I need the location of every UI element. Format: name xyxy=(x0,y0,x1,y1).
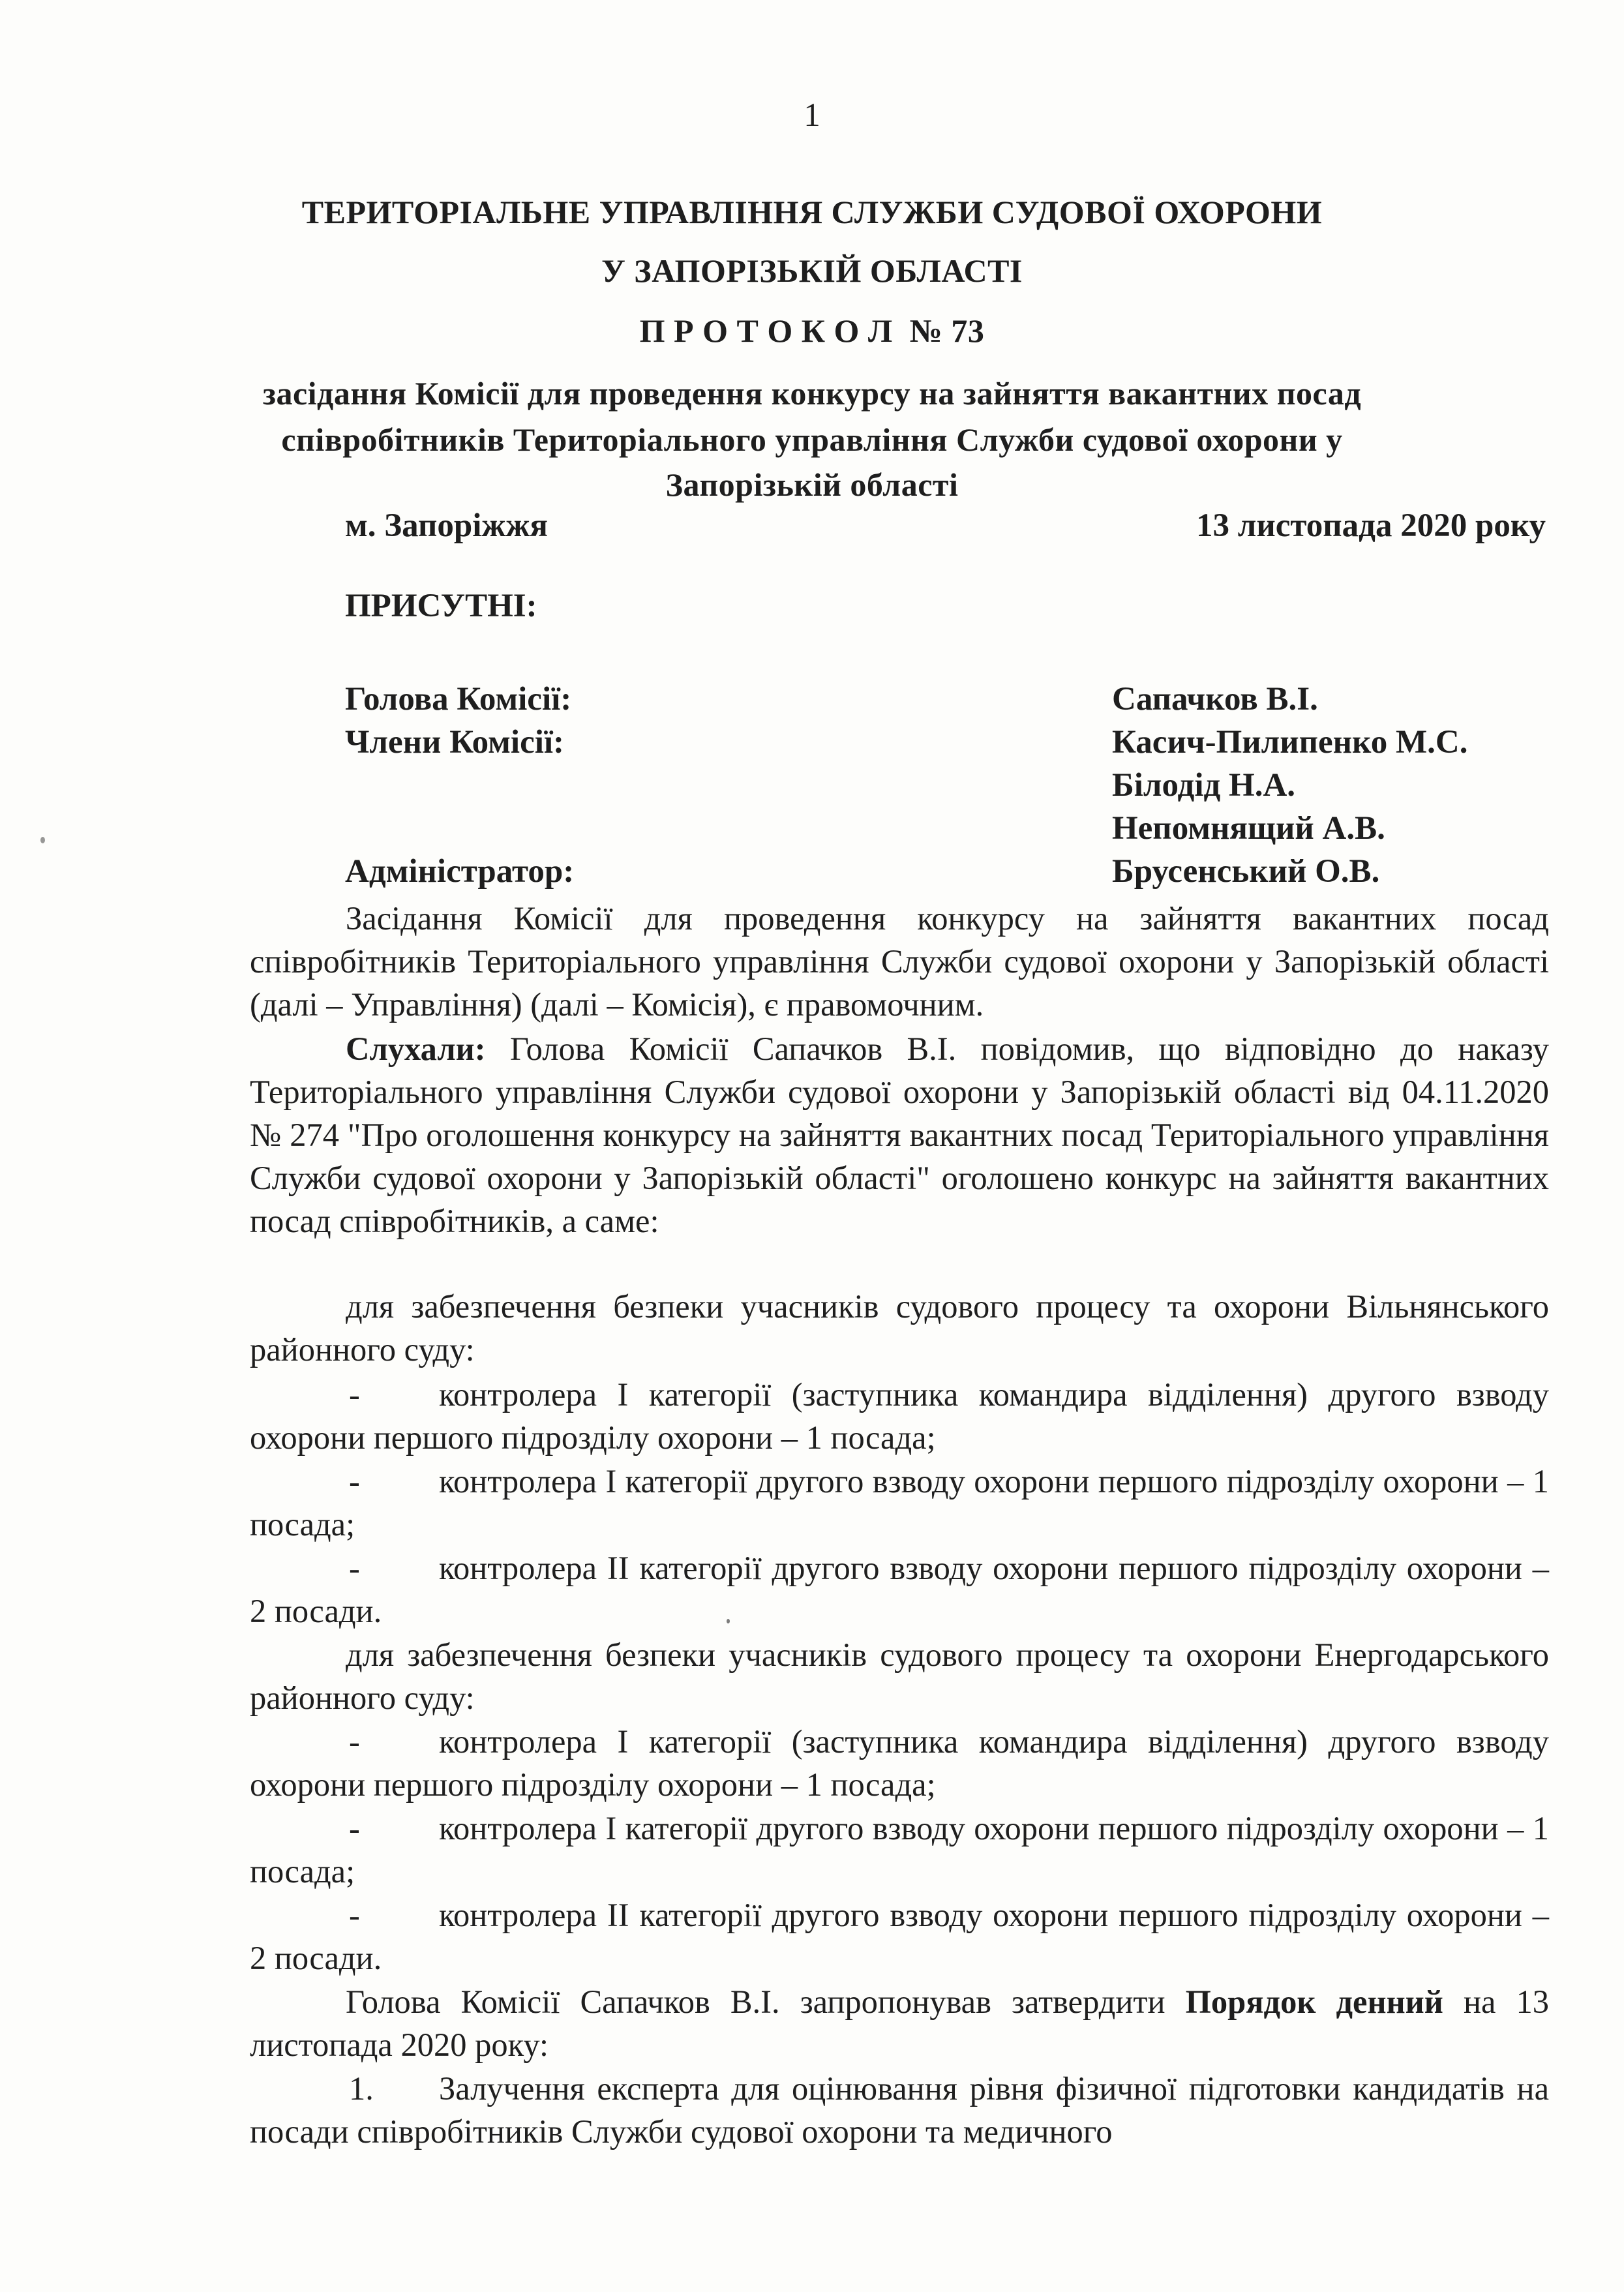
agenda-proposal: Голова Комісії Сапачков В.І. запропонував затвердити Порядок денний на 13 листопада 2020 року: xyxy=(250,1983,1549,2063)
agenda-item-number: 1. xyxy=(349,2070,374,2107)
court1-intro: для забезпечення безпеки учасників судового процесу та охорони Вільнянського районного суду: xyxy=(250,1288,1549,1368)
protocol-title: П Р О Т О К О Л № 73 xyxy=(639,312,985,349)
scan-speck xyxy=(40,837,45,843)
member-name: Білодід Н.А. xyxy=(1112,767,1296,804)
court1-list-item: - контролера І категорії (заступника командира відділення) другого взводу охорони першого підрозділу охорони – 1 посада; xyxy=(250,1376,1549,1456)
subject-line3: Запорізькій області xyxy=(665,466,959,503)
court1-list-item: - контролера ІІ категорії другого взводу охорони першого підрозділу охорони – 2 посади. xyxy=(250,1550,1549,1629)
chair-label: Голова Комісії: xyxy=(345,681,572,717)
heard-label: Слухали: xyxy=(346,1031,486,1067)
agenda-label: Порядок денний xyxy=(1185,1983,1443,2020)
admin-name: Брусенський О.В. xyxy=(1112,853,1380,890)
quorum-paragraph: Засідання Комісії для проведення конкурсу на зайняття вакантних посад співробітників Територіального управління Служби судової охорони у Запорізькій області (далі – Управління) (далі – Комісія), є правомочним. xyxy=(250,900,1549,1023)
admin-label: Адміністратор: xyxy=(345,853,575,890)
scan-speck xyxy=(727,1619,730,1623)
agenda-item: 1. Залучення експерта для оцінювання рівня фізичної підготовки кандидатів на посади співробітників Служби судової охорони та медичного xyxy=(250,2067,1549,2153)
court1-list-item: - контролера І категорії другого взводу охорони першого підрозділу охорони – 1 посада; xyxy=(250,1463,1549,1543)
court2-intro: для забезпечення безпеки учасників судового процесу та охорони Енергодарського районного суду: xyxy=(250,1636,1549,1716)
court2-list-item: - контролера І категорії другого взводу охорони першого підрозділу охорони – 1 посада; xyxy=(250,1810,1549,1890)
subject-line1: засідання Комісії для проведення конкурсу на зайняття вакантних посад xyxy=(262,375,1362,412)
members-label: Члени Комісії: xyxy=(345,724,565,761)
chair-name: Сапачков В.І. xyxy=(1112,681,1318,717)
court2-list-item: - контролера І категорії (заступника командира відділення) другого взводу охорони першого підрозділу охорони – 1 посада; xyxy=(250,1723,1549,1803)
heard-paragraph: Слухали: Голова Комісії Сапачков В.І. повідомив, що відповідно до наказу Територіального управління Служби судової охорони у Запорізькій області від 04.11.2020 № 274 "Про оголошення конкурсу на зайняття вакантних посад Територіального управління Служби судової охорони у Запорізькій області" оголошено конкурс на зайняття вакантних посад співробітників, а саме: xyxy=(250,1031,1549,1239)
present-label: ПРИСУТНІ: xyxy=(345,588,537,624)
org-title-line1: ТЕРИТОРІАЛЬНЕ УПРАВЛІННЯ СЛУЖБИ СУДОВОЇ ОХОРОНИ xyxy=(301,194,1323,230)
member-name: Непомнящий А.В. xyxy=(1112,810,1385,847)
page-number: 1 xyxy=(804,97,820,134)
subject-line2: співробітників Територіального управління Служби судової охорони у xyxy=(281,421,1343,458)
court2-list-item: - контролера ІІ категорії другого взводу охорони першого підрозділу охорони – 2 посади. xyxy=(250,1897,1549,1976)
org-title-line2: У ЗАПОРІЗЬКІЙ ОБЛАСТІ xyxy=(601,252,1023,289)
date: 13 листопада 2020 року xyxy=(1196,507,1546,544)
member-name: Касич-Пилипенко М.С. xyxy=(1112,724,1468,761)
place: м. Запоріжжя xyxy=(345,507,548,544)
